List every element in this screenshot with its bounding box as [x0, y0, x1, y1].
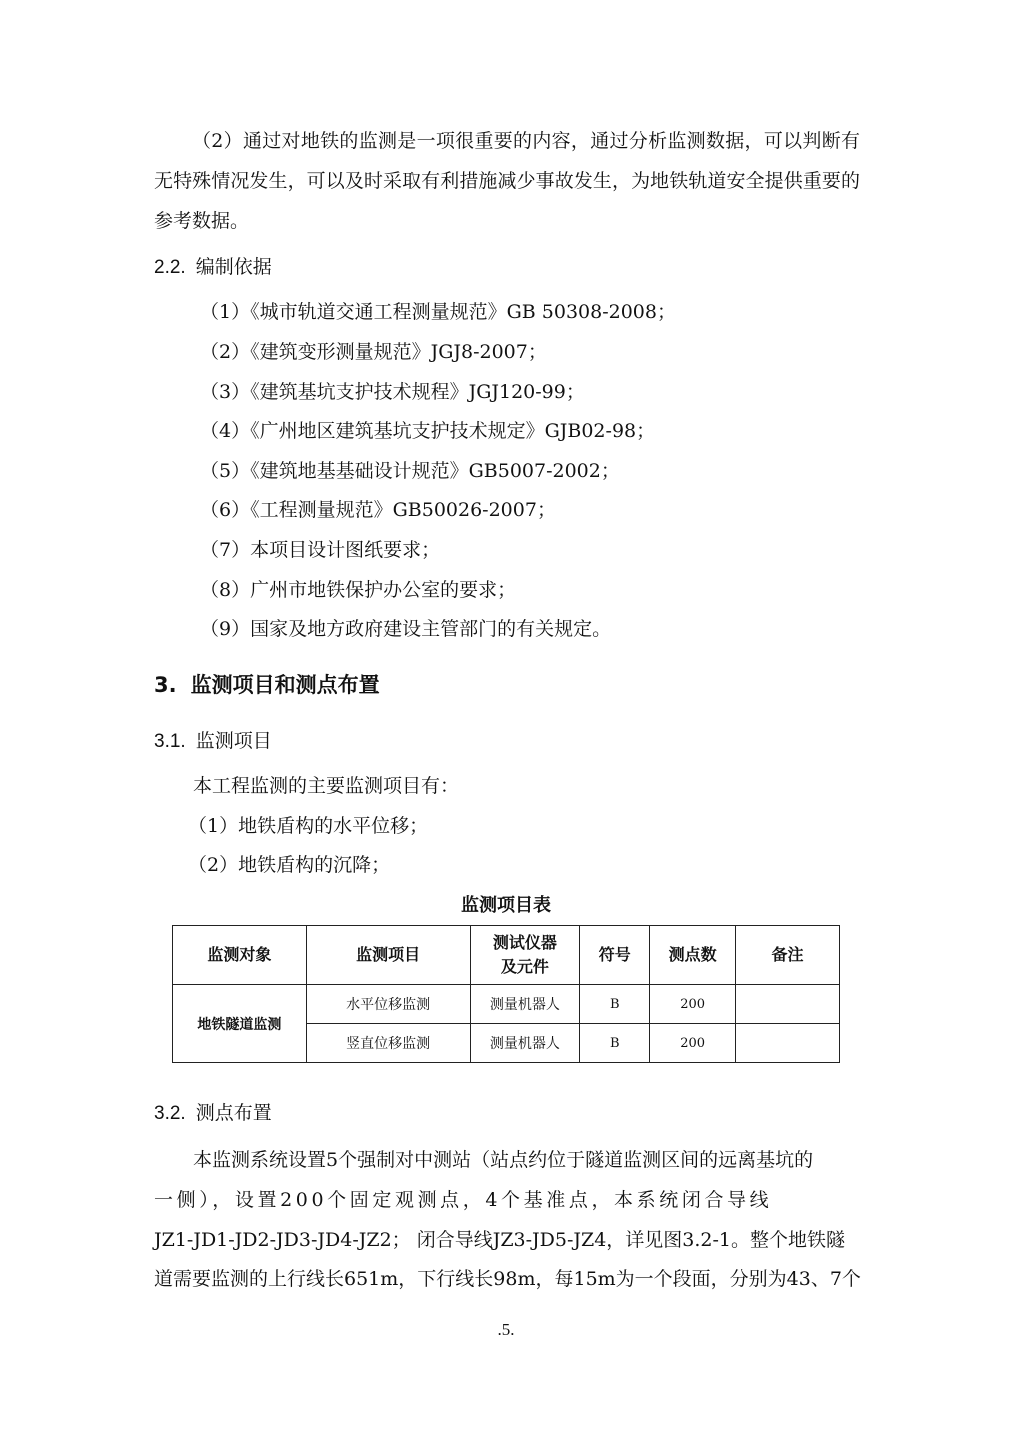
section-3-2-heading: [154, 1098, 272, 1129]
section-number: 3.2.: [154, 1103, 186, 1124]
header-cell: 监测项目: [306, 926, 470, 985]
section-number: 3.: [154, 673, 177, 697]
object-cell: 地铁隧道监测: [173, 985, 307, 1063]
section-title: 编制依据: [195, 256, 272, 278]
reference-item: （2）《建筑变形测量规范》JGJ8-2007；: [200, 341, 547, 363]
item-cell: 水平位移监测: [306, 985, 470, 1024]
reference-item: （3）《建筑基坑支护技术规程》JGJ120-99；: [200, 381, 585, 403]
body-line: 道需要监测的上行线长651m，下行线长98m，每15m为一个段面，分别为43、7个: [154, 1268, 861, 1290]
section-title: 测点布置: [195, 1102, 272, 1124]
section-number: 3.1.: [154, 731, 186, 752]
instrument-cell: 测量机器人: [470, 985, 580, 1024]
reference-item: （7）本项目设计图纸要求；: [200, 539, 441, 561]
symbol-cell: B: [580, 985, 650, 1024]
section-title: 监测项目: [195, 730, 272, 752]
monitoring-table: [172, 925, 840, 1063]
note-cell: [736, 1024, 840, 1063]
symbol-cell: B: [580, 1024, 650, 1063]
reference-item: （4）《广州地区建筑基坑支护技术规定》GJB02-98；: [200, 420, 656, 442]
body-line: 本监测系统设置5个强制对中测站（站点约位于隧道监测区间的远离基坑的: [193, 1149, 814, 1171]
note-cell: [736, 985, 840, 1024]
page-number: .5.: [497, 1320, 515, 1339]
points-cell: 200: [650, 1024, 736, 1063]
header-cell: 符号: [580, 926, 650, 985]
instrument-cell: 测量机器人: [470, 1024, 580, 1063]
table-header-row: [173, 926, 840, 985]
header-cell-line: 及元件: [500, 957, 549, 976]
table-row: [173, 985, 840, 1024]
item-cell: 竖直位移监测: [306, 1024, 470, 1063]
points-cell: 200: [650, 985, 736, 1024]
header-cell: 监测对象: [173, 926, 307, 985]
section-3-heading: [154, 669, 380, 701]
reference-item: （8）广州市地铁保护办公室的要求；: [200, 579, 517, 601]
section-title: 监测项目和测点布置: [190, 673, 380, 697]
reference-item: （1）《城市轨道交通工程测量规范》GB 50308-2008；: [200, 301, 676, 323]
intro-paragraph: （2）通过对地铁的监测是一项很重要的内容，通过分析监测数据，可以判断有无特殊情况发生，可以及时采取有利措施减少事故发生，为地铁轨道安全提供重要的参考数据。: [154, 130, 860, 232]
section-3-1-heading: [154, 726, 272, 757]
reference-item: （5）《建筑地基基础设计规范》GB5007-2002；: [200, 460, 620, 482]
section-number: 2.2.: [154, 257, 186, 278]
monitoring-item: （1）地铁盾构的水平位移；: [188, 815, 429, 837]
header-cell: 备注: [736, 926, 840, 985]
monitoring-item: （2）地铁盾构的沉降；: [188, 854, 391, 876]
header-cell: [470, 926, 580, 985]
body-line: JZ1-JD1-JD2-JD3-JD4-JZ2； 闭合导线JZ3-JD5-JZ4，详见图3.2-1。整个地铁隧: [154, 1229, 846, 1251]
body-line: 一侧），设置200个固定观测点，4个基准点，本系统闭合导线: [154, 1189, 773, 1211]
section-2-2-heading: [154, 252, 272, 283]
reference-item: （9）国家及地方政府建设主管部门的有关规定。: [200, 618, 612, 640]
table-caption: 监测项目表: [461, 895, 551, 916]
header-cell: 测点数: [650, 926, 736, 985]
reference-item: （6）《工程测量规范》GB50026-2007；: [200, 499, 556, 521]
section-3-1-intro: 本工程监测的主要监测项目有：: [193, 775, 460, 797]
header-cell-line: 测试仪器: [492, 933, 557, 952]
